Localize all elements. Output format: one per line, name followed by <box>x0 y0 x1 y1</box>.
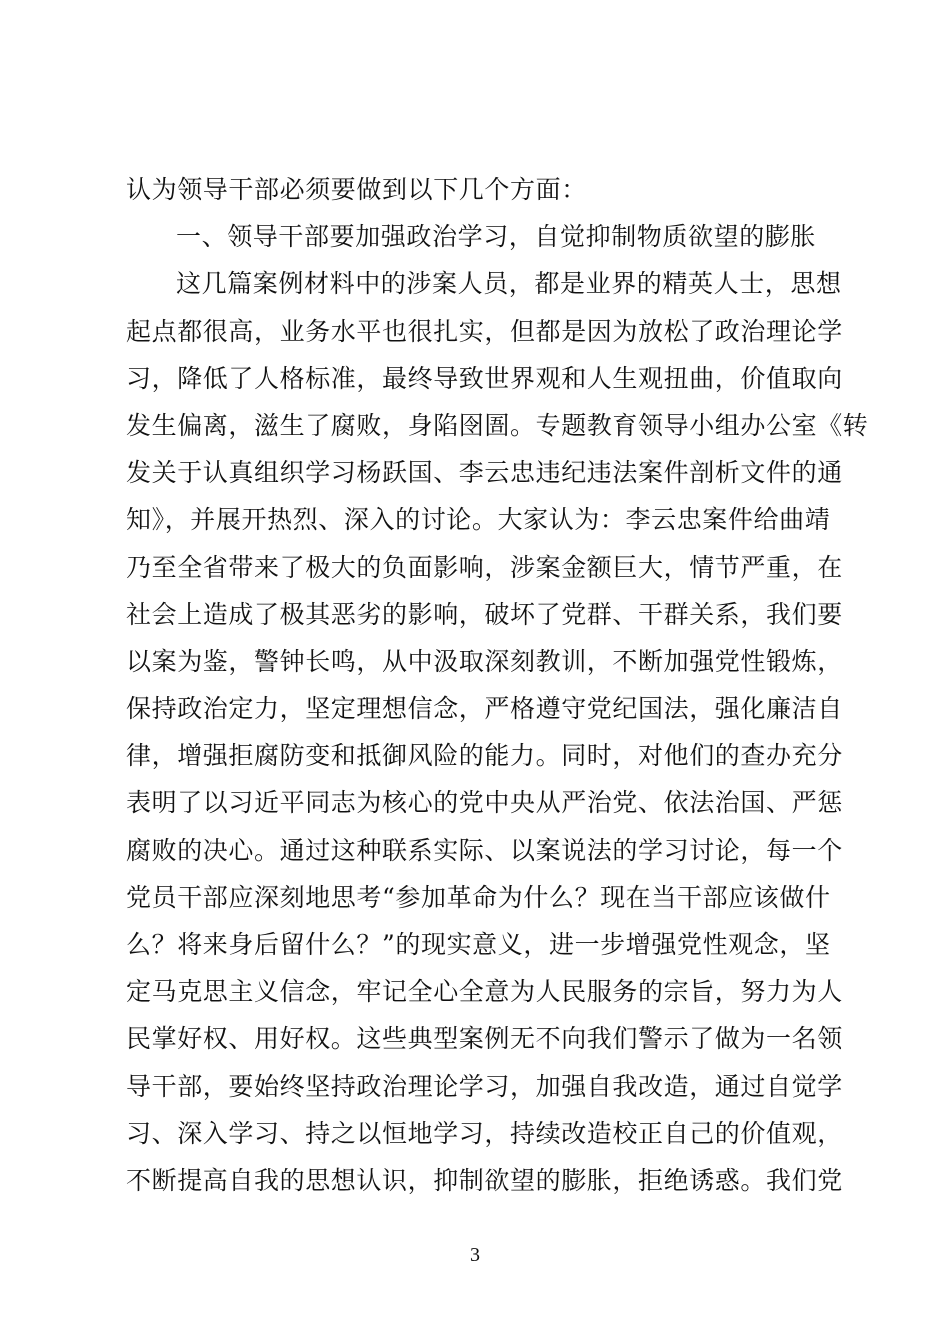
body-text <box>126 166 869 1204</box>
text-line: 党员干部应深刻地思考“参加革命为什么？现在当干部应该做什 <box>126 882 831 912</box>
section-heading: 一、领导干部要加强政治学习，自觉抑制物质欲望的膨胀 <box>176 222 817 252</box>
text-line: 律，增强拒腐防变和抵御风险的能力。同时，对他们的查办充分 <box>126 741 843 771</box>
text-line: 保持政治定力，坚定理想信念，严格遵守党纪国法，强化廉洁自 <box>126 694 843 724</box>
text-line: 腐败的决心。通过这种联系实际、以案说法的学习讨论，每一个 <box>126 835 843 865</box>
text-line: 以案为鉴，警钟长鸣，从中汲取深刻教训，不断加强党性锻炼， <box>126 646 843 676</box>
text-line: 起点都很高，业务水平也很扎实，但都是因为放松了政治理论学 <box>126 316 843 346</box>
text-line: 认为领导干部必须要做到以下几个方面： <box>126 175 587 204</box>
page-number: 3 <box>470 1244 480 1266</box>
text-line: 导干部，要始终坚持政治理论学习，加强自我改造，通过自觉学 <box>126 1071 843 1101</box>
text-line: 乃至全省带来了极大的负面影响，涉案金额巨大，情节严重，在 <box>126 552 843 582</box>
text-line: 表明了以习近平同志为核心的党中央从严治党、依法治国、严惩 <box>126 788 843 818</box>
text-line: 不断提高自我的思想认识，抑制欲望的膨胀，拒绝诱惑。我们党 <box>126 1165 843 1195</box>
text-line: 知》，并展开热烈、深入的讨论。大家认为：李云忠案件给曲靖 <box>126 505 831 535</box>
text-line: 发生偏离，滋生了腐败，身陷囹圄。专题教育领导小组办公室《转 <box>126 410 869 440</box>
text-line: 习，降低了人格标准，最终导致世界观和人生观扭曲，价值取向 <box>126 363 843 393</box>
text-line: 定马克思主义信念，牢记全心全意为人民服务的宗旨，努力为人 <box>126 977 843 1007</box>
text-line: 习、深入学习、持之以恒地学习，持续改造校正自己的价值观， <box>126 1118 843 1148</box>
paragraph-first-line: 这几篇案例材料中的涉案人员，都是业界的精英人士，思想 <box>176 269 842 299</box>
text-line: 民掌好权、用好权。这些典型案例无不向我们警示了做为一名领 <box>126 1024 843 1054</box>
text-line: 发关于认真组织学习杨跃国、李云忠违纪违法案件剖析文件的通 <box>126 458 843 488</box>
text-line: 社会上造成了极其恶劣的影响，破坏了党群、干群关系，我们要 <box>126 599 843 629</box>
text-line: 么？将来身后留什么？”的现实意义，进一步增强党性观念，坚 <box>126 930 831 959</box>
